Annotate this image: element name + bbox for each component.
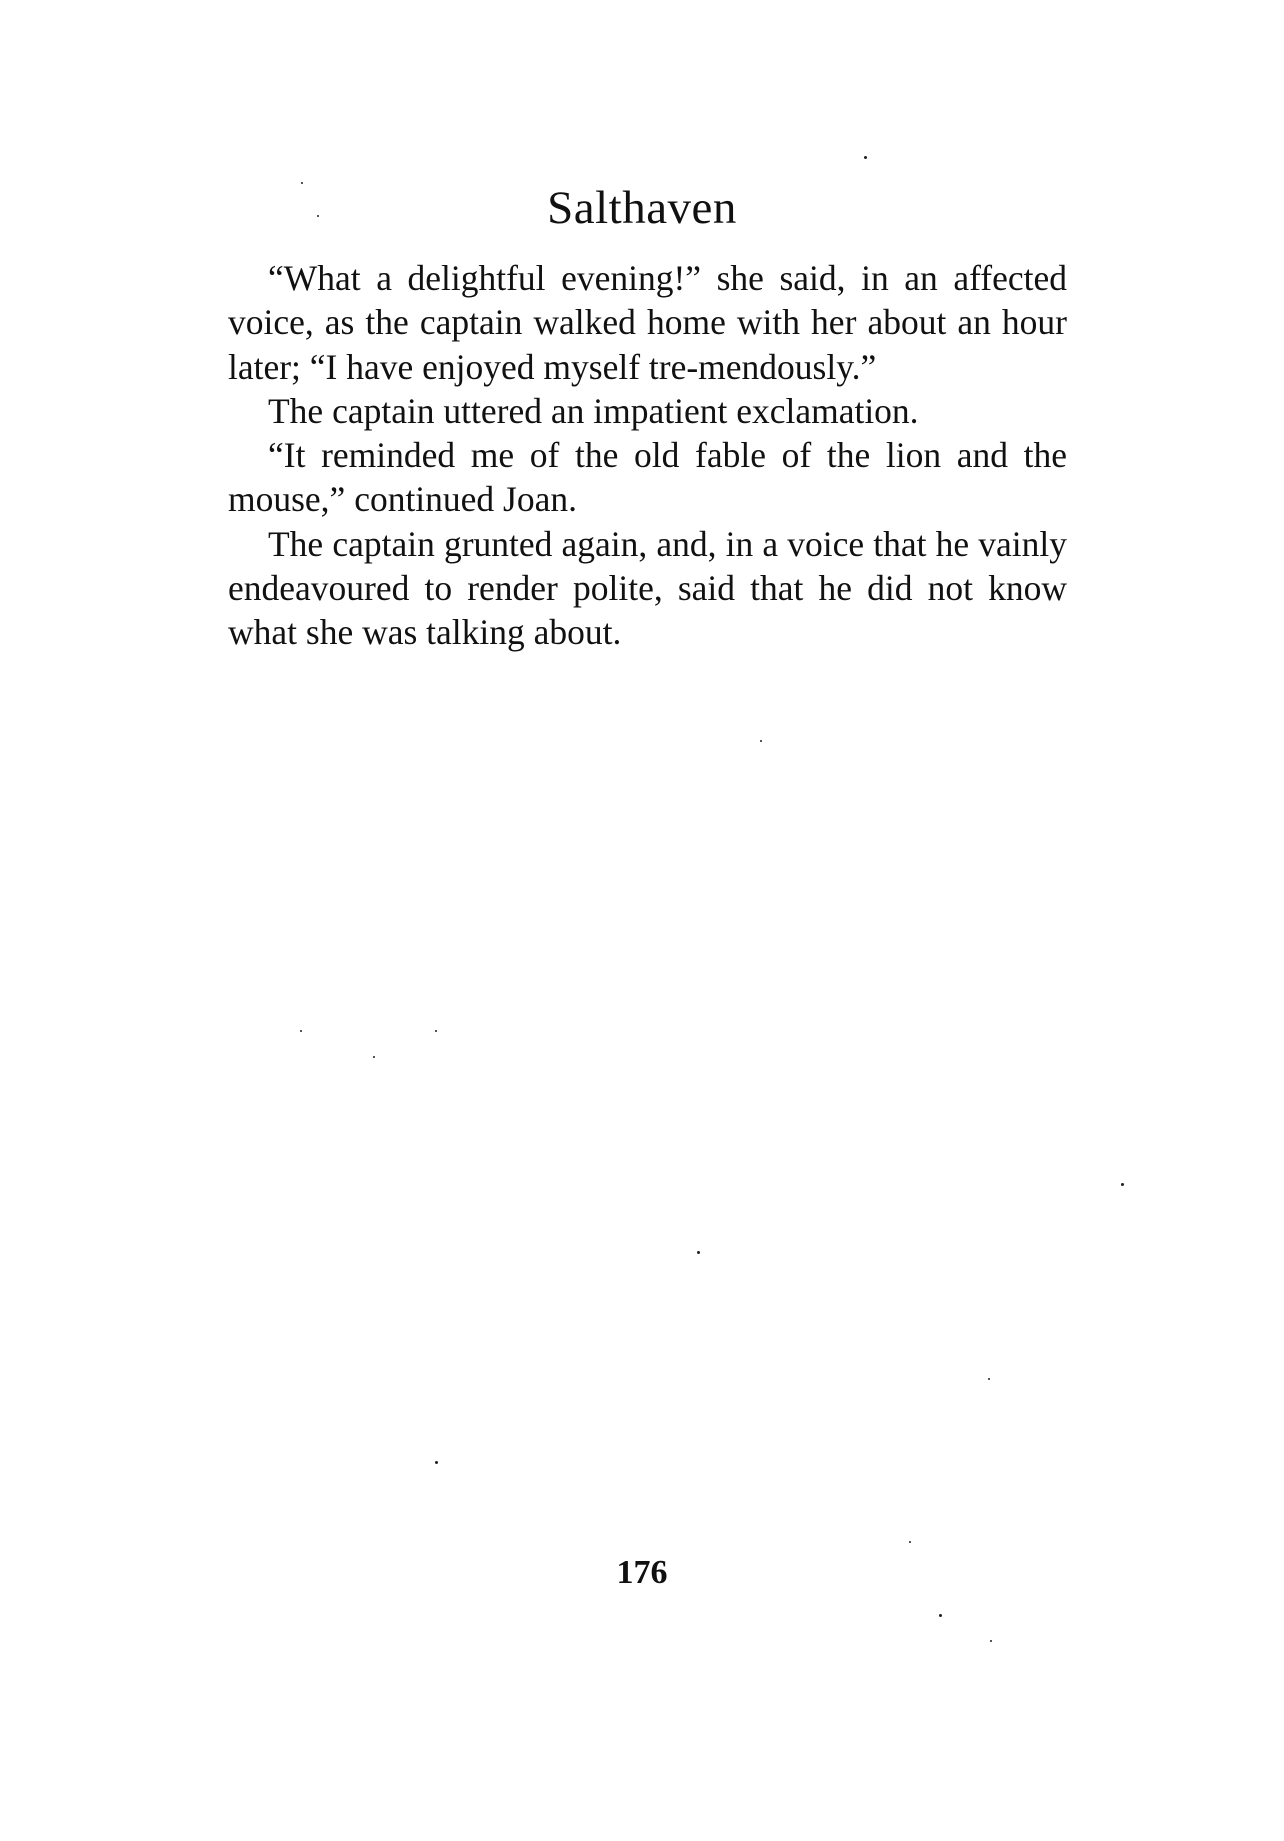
- scan-speck: [435, 1030, 437, 1032]
- body-text: [228, 256, 1067, 655]
- scan-speck: [435, 1461, 438, 1464]
- scan-speck: [697, 1251, 700, 1254]
- paragraph: “It reminded me of the old fable of the lion and the mouse,” continued Joan.: [228, 435, 1067, 520]
- scan-speck: [939, 1614, 942, 1617]
- scan-speck: [988, 1378, 990, 1380]
- scan-speck: [909, 1541, 911, 1543]
- paragraph: The captain uttered an impatient exclamation.: [268, 390, 919, 431]
- scan-speck: [301, 182, 303, 184]
- running-title: Salthaven: [547, 182, 737, 234]
- page-number: 176: [616, 1554, 668, 1591]
- paragraph: “What a delightful evening!” she said, in an affected voice, as the captain walked home with her about an hour later; “I have enjoyed myself tre-mendously.”: [228, 258, 1067, 387]
- scan-speck: [1121, 1183, 1124, 1186]
- scan-speck: [317, 215, 319, 217]
- paragraph: The captain grunted again, and, in a voice that he vainly endeavoured to render polite, said that he did not know what she was talking about.: [228, 523, 1067, 653]
- scan-speck: [990, 1640, 992, 1642]
- scan-speck: [300, 1030, 302, 1032]
- scan-speck: [373, 1056, 375, 1058]
- scan-speck: [760, 740, 762, 742]
- scan-speck: [864, 156, 867, 159]
